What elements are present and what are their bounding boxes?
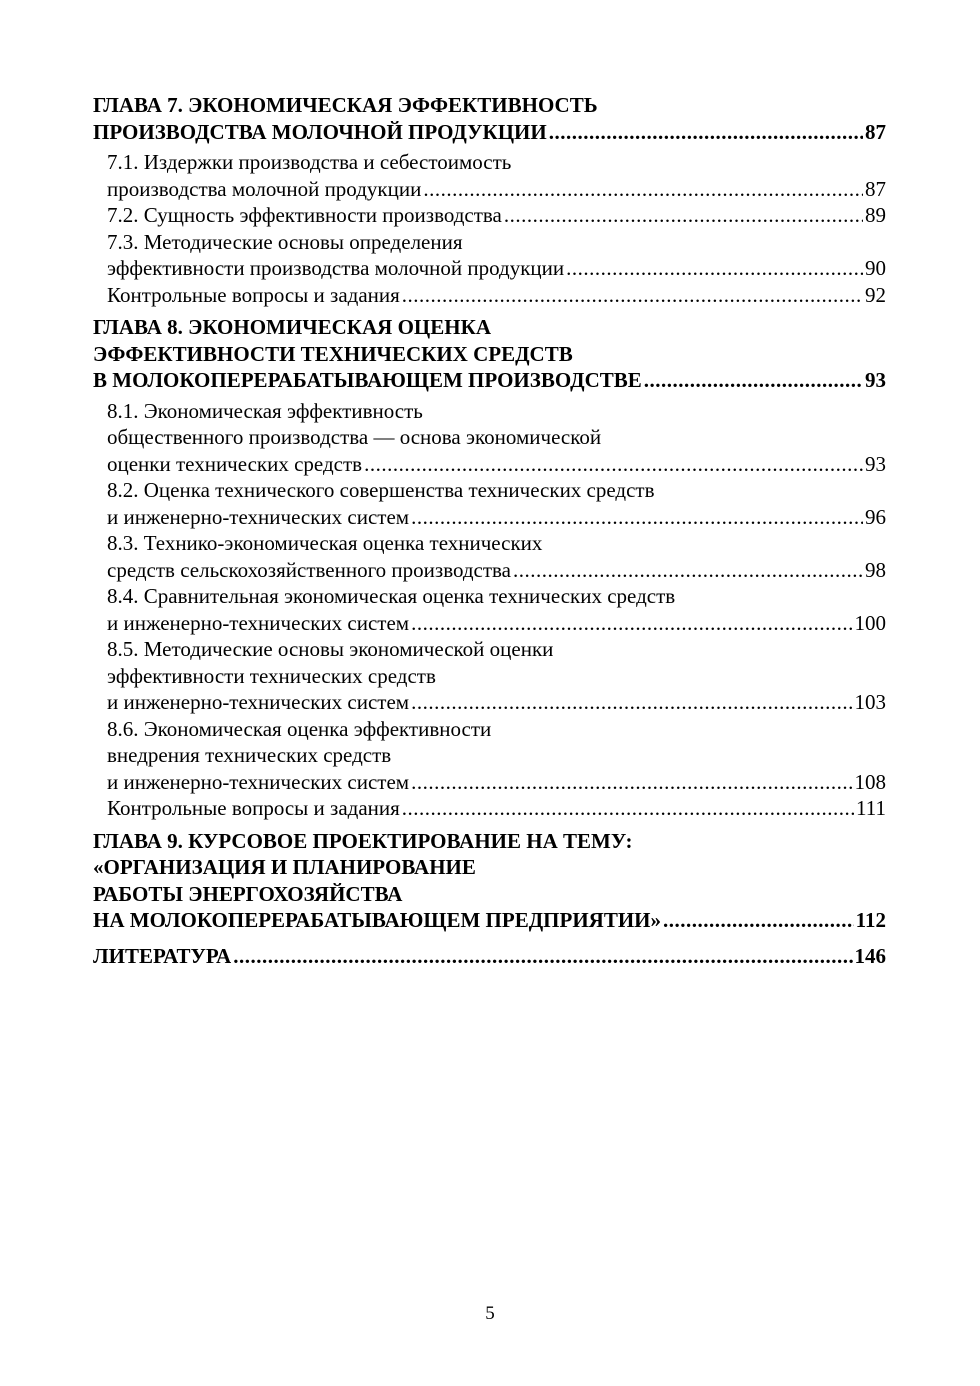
toc-entry-title-line: производства молочной продукции (107, 176, 422, 201)
toc-section-entry (93, 149, 886, 202)
toc-page-number: 87 (865, 119, 886, 144)
page-number: 5 (485, 1303, 495, 1324)
dot-leader (411, 610, 852, 637)
toc-entry-title-line: НА МОЛОКОПЕРЕРАБАТЫВАЮЩЕМ ПРЕДПРИЯТИИ» (93, 908, 662, 932)
table-of-contents (93, 92, 886, 969)
toc-chapter-entry (93, 828, 886, 934)
toc-entry-final-line (93, 119, 886, 146)
dot-leader (663, 907, 854, 934)
toc-entry-title-line: общественного производства — основа экономической (107, 425, 602, 449)
toc-chapter-entry (93, 943, 886, 970)
toc-section-entry (93, 229, 886, 282)
toc-entry-title-line: Контрольные вопросы и задания (107, 796, 400, 820)
toc-section-entry (93, 530, 886, 583)
toc-entry-title-line: 8.3. Технико-экономическая оценка технических (107, 531, 543, 555)
toc-page-number: 93 (865, 451, 886, 476)
dot-leader (549, 119, 863, 146)
toc-page-number: 100 (854, 610, 886, 635)
toc-section-entry (93, 636, 886, 716)
toc-page-number: 89 (865, 203, 886, 227)
toc-entry-title-line: эффективности производства молочной продукции (107, 256, 565, 280)
dot-leader (504, 202, 863, 229)
toc-entry-final-line (107, 689, 886, 716)
toc-entry-final-line (93, 367, 886, 394)
dot-leader (402, 795, 854, 822)
toc-entry-title-line: и инженерно-технических систем (107, 504, 410, 529)
toc-entry-title-line: 7.1. Издержки производства и себестоимость (107, 150, 512, 174)
toc-entry-title-line: ПРОИЗВОДСТВА МОЛОЧНОЙ ПРОДУКЦИИ (93, 119, 547, 144)
toc-section-entry (93, 477, 886, 530)
dot-leader (513, 557, 863, 584)
toc-entry-title-line: 8.5. Методические основы экономической оценки (107, 637, 554, 661)
toc-entry-final-line (107, 795, 886, 822)
toc-page-number: 93 (865, 368, 886, 392)
toc-section-entry (93, 202, 886, 229)
toc-entry-title-line: ГЛАВА 9. КУРСОВОЕ ПРОЕКТИРОВАНИЕ НА ТЕМУ: (93, 828, 633, 853)
dot-leader (423, 176, 863, 203)
toc-page-number: 112 (855, 908, 886, 932)
toc-entry-final-line (107, 282, 886, 309)
toc-entry-final-line (107, 255, 886, 282)
dot-leader (566, 255, 863, 282)
toc-entry-title-line: эффективности технических средств (107, 663, 436, 688)
dot-leader (644, 367, 863, 394)
toc-entry-title-line: ЭФФЕКТИВНОСТИ ТЕХНИЧЕСКИХ СРЕДСТВ (93, 341, 573, 366)
dot-leader (364, 451, 863, 478)
toc-entry-title-line: Контрольные вопросы и задания (107, 282, 400, 307)
toc-entry-final-line (107, 451, 886, 478)
dot-leader (402, 282, 863, 309)
toc-entry-title-line: 7.2. Сущность эффективности производства (107, 203, 502, 227)
toc-entry-final-line (107, 504, 886, 531)
dot-leader (233, 943, 852, 970)
toc-entry-final-line (107, 557, 886, 584)
dot-leader (411, 504, 863, 531)
toc-entry-title-line: средств сельскохозяйственного производства (107, 557, 512, 582)
toc-page-number: 87 (865, 176, 886, 201)
toc-entry-title-line: 7.3. Методические основы определения (107, 229, 463, 254)
dot-leader (411, 689, 852, 716)
toc-section-entry (93, 398, 886, 478)
toc-entry-title-line: 8.6. Экономическая оценка эффективности (107, 716, 492, 741)
toc-entry-final-line (107, 176, 886, 203)
toc-entry-title-line: ГЛАВА 7. ЭКОНОМИЧЕСКАЯ ЭФФЕКТИВНОСТЬ (93, 93, 598, 117)
toc-entry-title-line: 8.1. Экономическая эффективность (107, 398, 423, 423)
toc-entry-final-line (107, 610, 886, 637)
toc-page-number: 108 (854, 769, 886, 794)
toc-page-number: 111 (856, 796, 886, 820)
toc-entry-title-line: и инженерно-технических систем (107, 610, 410, 635)
toc-section-entry (93, 282, 886, 309)
toc-page-number: 90 (865, 256, 886, 280)
toc-entry-final-line (107, 202, 886, 229)
toc-entry-title-line: В МОЛОКОПЕРЕРАБАТЫВАЮЩЕМ ПРОИЗВОДСТВЕ (93, 368, 642, 392)
toc-section-entry (93, 795, 886, 822)
toc-entry-title-line: ЛИТЕРАТУРА (93, 943, 232, 968)
toc-entry-title-line: 8.2. Оценка технического совершенства технических средств (107, 478, 655, 502)
toc-section-entry (93, 716, 886, 796)
toc-entry-title-line: РАБОТЫ ЭНЕРГОХОЗЯЙСТВА (93, 881, 403, 906)
toc-page-number: 96 (865, 504, 886, 529)
toc-entry-title-line: ГЛАВА 8. ЭКОНОМИЧЕСКАЯ ОЦЕНКА (93, 315, 492, 339)
toc-entry-final-line (107, 769, 886, 796)
toc-entry-title-line: 8.4. Сравнительная экономическая оценка технических средств (107, 584, 676, 608)
toc-entry-final-line (93, 943, 886, 970)
toc-page-number: 103 (854, 690, 886, 714)
toc-section-entry (93, 583, 886, 636)
dot-leader (411, 769, 852, 796)
toc-page-number: 146 (854, 943, 886, 968)
toc-entry-title-line: и инженерно-технических систем (107, 769, 410, 794)
toc-page-number: 98 (865, 557, 886, 582)
toc-entry-title-line: оценки технических средств (107, 451, 363, 476)
toc-chapter-entry (93, 314, 886, 394)
toc-page-number: 92 (865, 282, 886, 307)
toc-entry-title-line: «ОРГАНИЗАЦИЯ И ПЛАНИРОВАНИЕ (93, 855, 476, 879)
toc-entry-title-line: и инженерно-технических систем (107, 690, 410, 714)
toc-entry-title-line: внедрения технических средств (107, 743, 392, 767)
toc-chapter-entry (93, 92, 886, 145)
toc-entry-final-line (93, 907, 886, 934)
